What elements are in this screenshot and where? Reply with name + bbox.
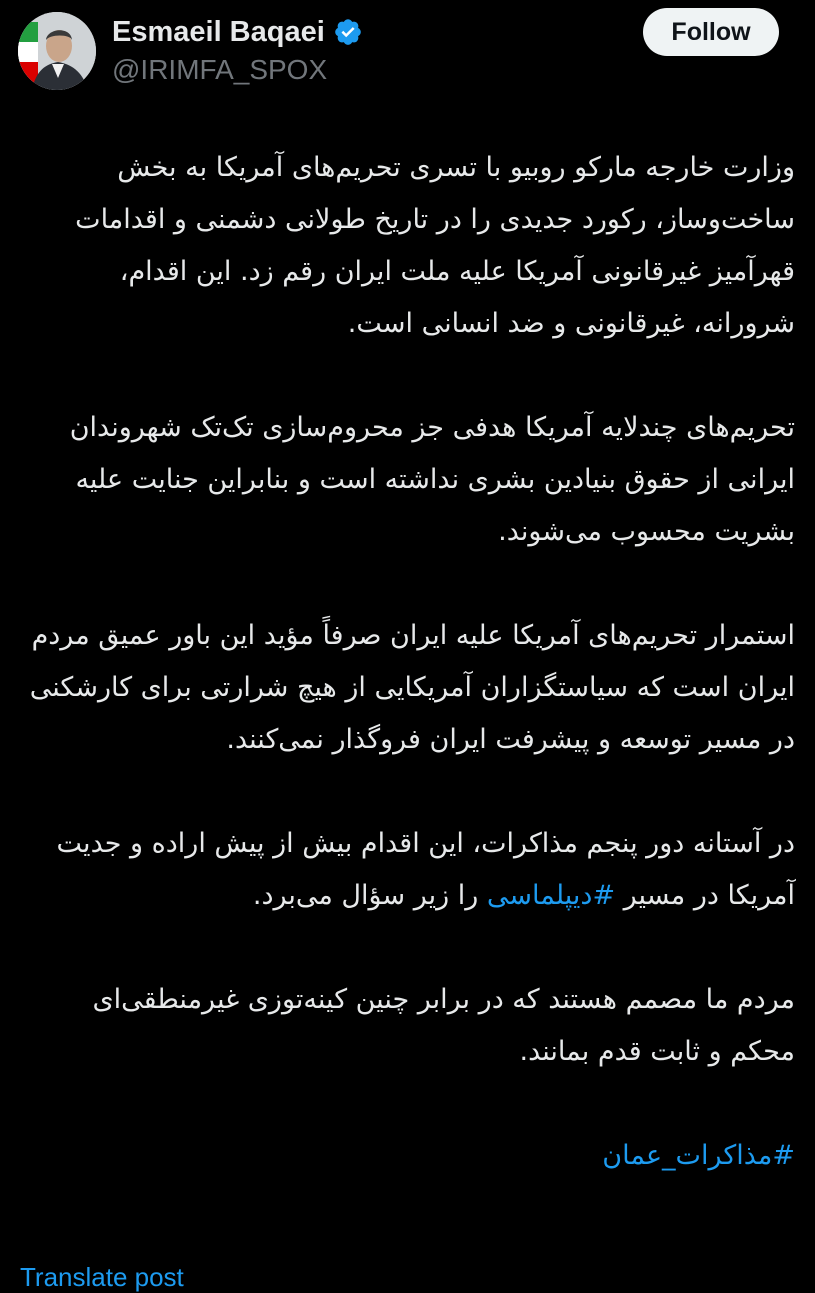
verified-badge-icon: [333, 17, 363, 47]
tweet-paragraph-1: وزارت خارجه مارکو روبیو با تسری تحریم‌های آمریکا به بخش ساخت‌وساز، رکورد جدیدی را در تاریخ طولانی دشمنی و اقدامات قهرآمیز غیرقانونی آمریکا علیه ملت ایران رقم زد. این اقدام، شرورانه، غیرقانونی و ضد انسانی است.: [75, 152, 795, 339]
tweet-paragraph-6: [20, 1130, 795, 1182]
hashtag-oman-talks-link[interactable]: #مذاکرات_عمان: [602, 1140, 795, 1171]
avatar[interactable]: [18, 12, 96, 90]
hashtag-diplomacy-link[interactable]: #دیپلماسی: [486, 880, 616, 911]
tweet-paragraph-3: استمرار تحریم‌های آمریکا علیه ایران صرفاً مؤید این باور عمیق مردم ایران است که سیاستگزاران آمریکایی از هیچ شرارتی برای کارشکنی در مسیر توسعه و پیشرفت ایران فروگذار نمی‌کنند.: [29, 620, 795, 755]
tweet-header: [0, 0, 815, 110]
user-handle[interactable]: @IRIMFA_SPOX: [112, 54, 328, 85]
author-info: [112, 12, 363, 86]
tweet-paragraph-4-before: در آستانه دور پنجم مذاکرات، این اقدام بیش از پیش اراده و جدیت آمریکا در مسیر: [56, 828, 795, 911]
tweet-paragraph-2: تحریم‌های چندلایه آمریکا هدفی جز محروم‌سازی تک‌تک شهروندان ایرانی از حقوق بنیادین بشری نداشته است و بنابراین جنایت علیه بشریت محسوب می‌شوند.: [69, 412, 795, 547]
tweet-paragraph-4-after: را زیر سؤال می‌برد.: [252, 880, 487, 911]
translate-post-link[interactable]: Translate post: [20, 1262, 184, 1292]
tweet-paragraph-4: [20, 818, 795, 922]
display-name-row: [112, 12, 363, 52]
tweet-paragraph-5: مردم ما مصمم هستند که در برابر چنین کینه‌توزی غیرمنطقی‌ای محکم و ثابت قدم بمانند.: [92, 984, 795, 1067]
follow-button[interactable]: Follow: [643, 8, 779, 56]
tweet-text: [20, 142, 795, 1182]
display-name[interactable]: Esmaeil Baqaei: [112, 15, 325, 48]
